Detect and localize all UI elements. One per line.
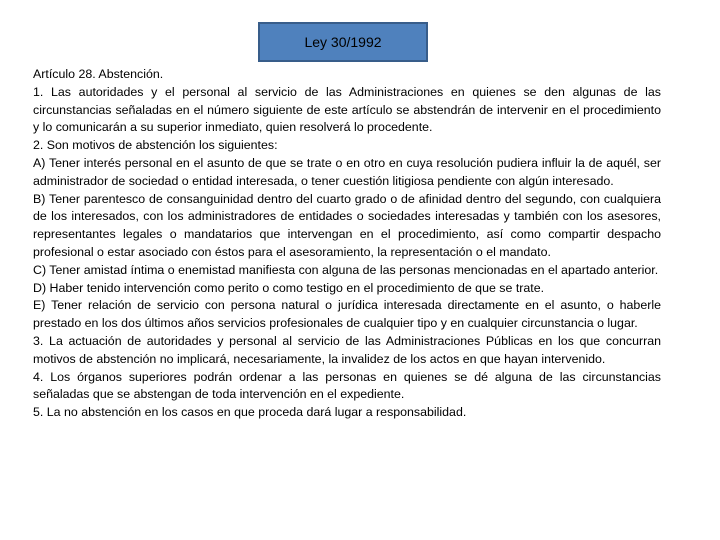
paragraph-2c: C) Tener amistad íntima o enemistad manifiesta con alguna de las personas mencionadas en el apartado anterior. <box>33 262 659 277</box>
paragraph-2b: B) Tener parentesco de consanguinidad dentro del cuarto grado o de afinidad dentro del segundo, con cualquiera de los interesados, con los administradores de entidades o sociedades interesadas y también con los asesores, representantes legales o mandatarios que intervengan en el procedimiento, así como compartir despacho profesional o estar asociado con éstos para el asesoramiento, la representación o el mandato. <box>33 191 661 259</box>
paragraph-4: 4. Los órganos superiores podrán ordenar a las personas en quienes se dé alguna de las circunstancias señaladas que se abstengan de toda intervención en el expediente. <box>33 369 661 402</box>
paragraph-2e: E) Tener relación de servicio con persona natural o jurídica interesada directamente en el asunto, o haberle prestado en los dos últimos años servicios profesionales de cualquier tipo y en cualquier circunstancia o lugar. <box>33 298 661 331</box>
article-body <box>33 66 661 422</box>
paragraph-2d: D) Haber tenido intervención como perito o como testigo en el procedimiento de que se trate. <box>33 280 545 295</box>
paragraph-2: 2. Son motivos de abstención los siguientes: <box>33 138 278 153</box>
title-box <box>258 22 428 62</box>
paragraph-3: 3. La actuación de autoridades y personal al servicio de las Administraciones Públicas en los que concurran motivos de abstención no implicará, necesariamente, la invalidez de los actos en que hayan intervenido. <box>33 333 661 366</box>
paragraph-1: 1. Las autoridades y el personal al servicio de las Administraciones en quienes se den algunas de las circunstancias señaladas en el número siguiente de este artículo se abstendrán de intervenir en el procedimiento y lo comunicarán a su superior inmediato, quien resolverá lo procedente. <box>33 84 661 135</box>
paragraph-5: 5. La no abstención en los casos en que proceda dará lugar a responsabilidad. <box>33 405 467 420</box>
paragraph-2a: A) Tener interés personal en el asunto de que se trate o en otro en cuya resolución pudiera influir la de aquél, ser administrador de sociedad o entidad interesada, o tener cuestión litigiosa pendiente con algún interesado. <box>33 155 661 188</box>
slide-title: Ley 30/1992 <box>304 34 382 50</box>
article-heading: Artículo 28. Abstención. <box>33 67 164 81</box>
